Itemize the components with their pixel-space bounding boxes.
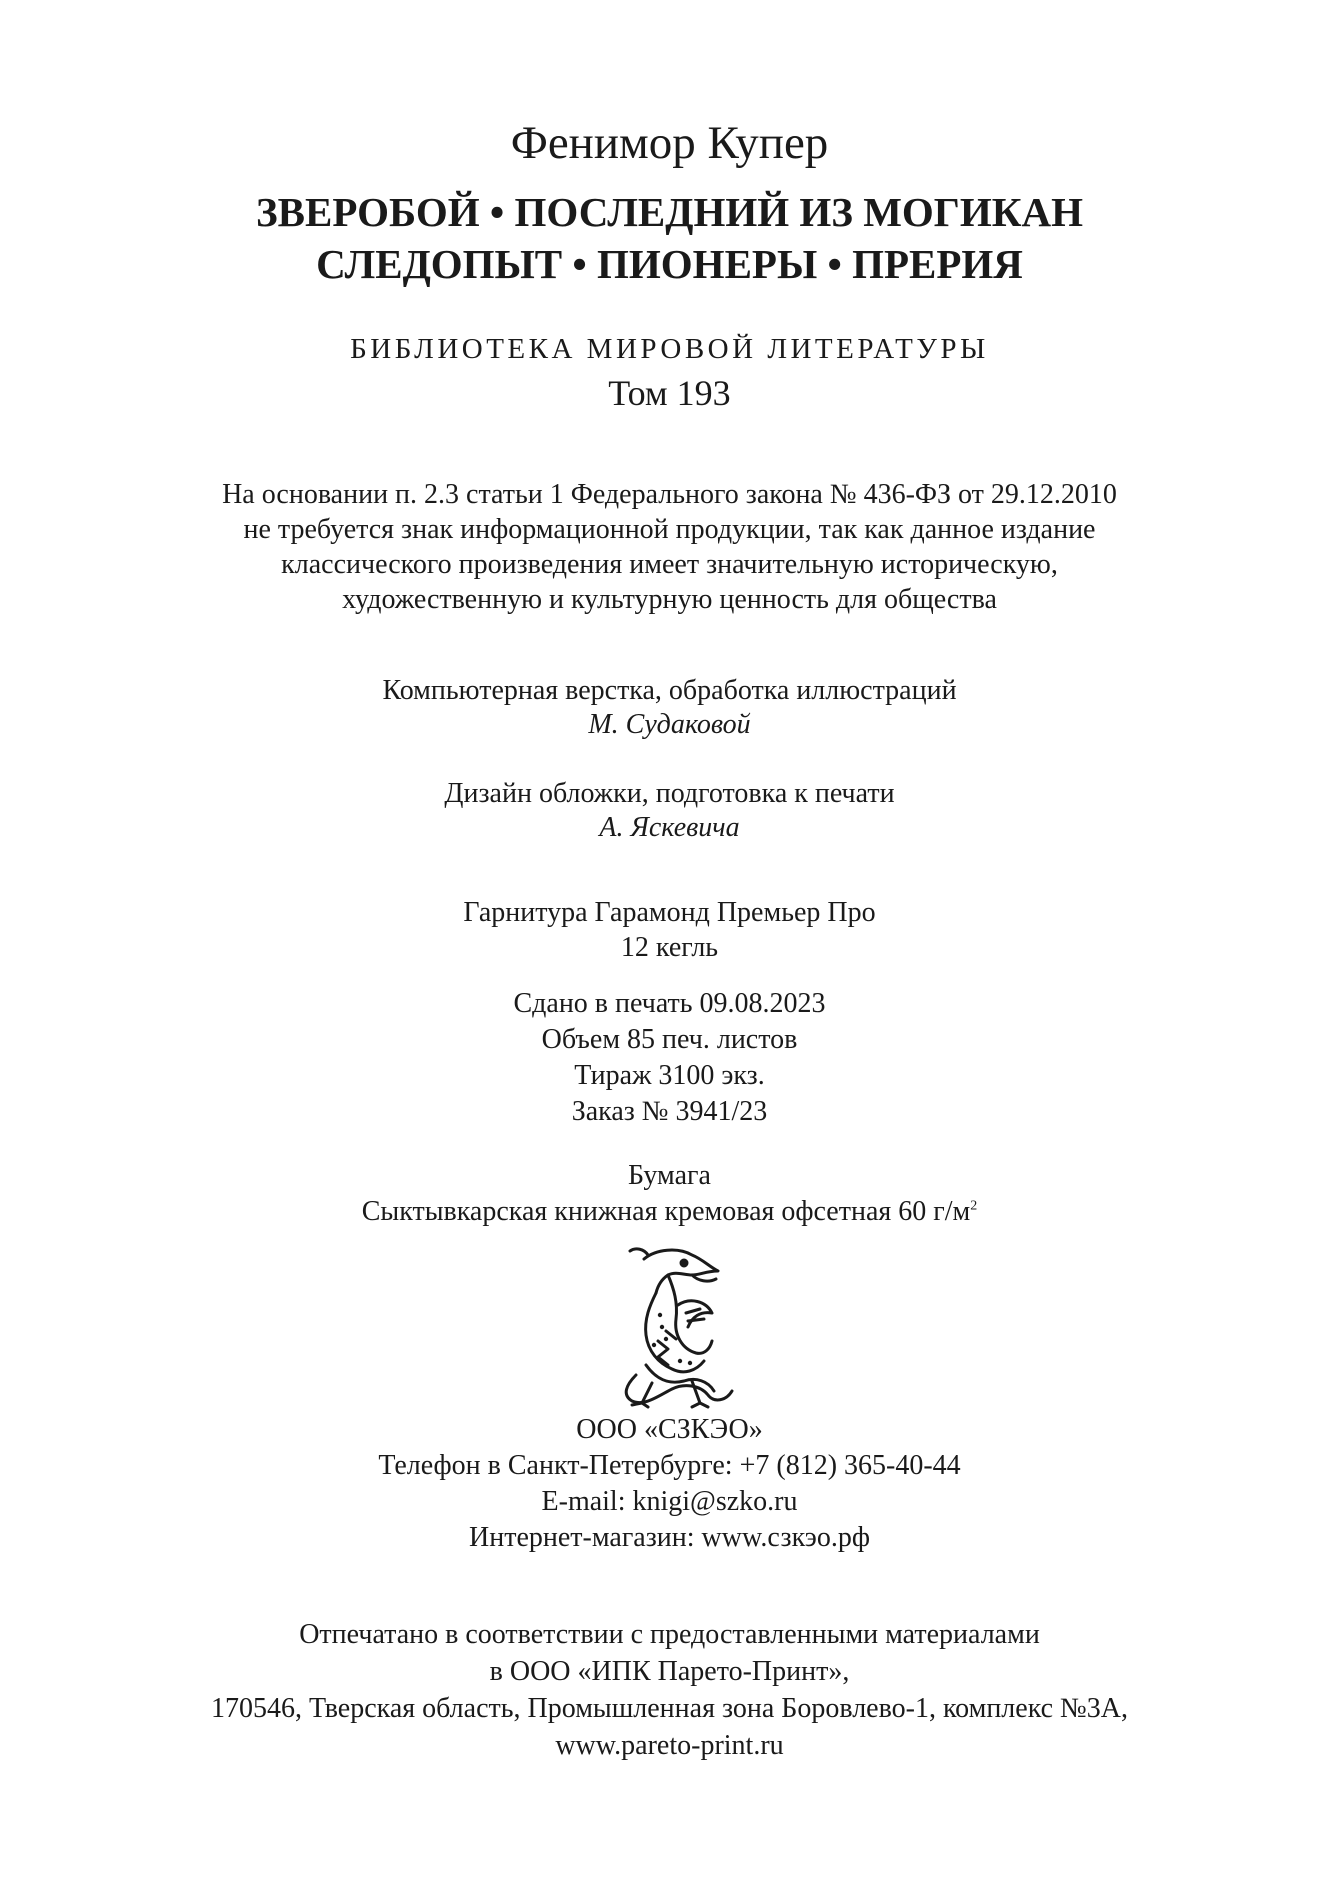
credit-name: А. Яскевича [599, 812, 740, 843]
printer-line: Отпечатано в соответствии с предоставленными материалами [299, 1619, 1040, 1650]
notice-line: не требуется знак информационной продукции, так как данное издание [243, 514, 1096, 545]
printer-info [0, 1616, 1339, 1764]
credit-role: Компьютерная верстка, обработка иллюстраций [382, 675, 957, 706]
paper-label: Бумага [628, 1160, 711, 1191]
print-info [0, 986, 1339, 1130]
series-line: БИБЛИОТЕКА МИРОВОЙ ЛИТЕРАТУРЫ [350, 333, 989, 365]
book-titles [0, 186, 1339, 290]
design-credit [0, 777, 1339, 845]
print-info-line: Тираж 3100 экз. [574, 1060, 765, 1091]
title-line: СЛЕДОПЫТ • ПИОНЕРЫ • ПРЕРИЯ [316, 241, 1023, 287]
publisher-name: ООО «СЗКЭО» [576, 1414, 763, 1445]
publisher-info [0, 1412, 1339, 1556]
author-name [0, 115, 1339, 171]
paper-description [0, 1194, 1339, 1230]
printer-line: www.pareto-print.ru [555, 1730, 784, 1761]
notice-line: На основании п. 2.3 статьи 1 Федерального закона № 436-ФЗ от 29.12.2010 [222, 479, 1117, 510]
legal-notice [0, 477, 1339, 617]
credit-name: М. Судаковой [588, 709, 751, 740]
paper-description-text: Сыктывкарская книжная кремовая офсетная 60 г/м [361, 1196, 971, 1227]
paper-unit-superscript: 2 [970, 1198, 978, 1214]
publisher-email: E-mail: knigi@szko.ru [541, 1486, 798, 1517]
typeface-info [0, 895, 1339, 965]
publisher-phone: Телефон в Санкт-Петербурге: +7 (812) 365-40-44 [378, 1450, 961, 1481]
printer-line: 170546, Тверская область, Промышленная зона Боровлево-1, комплекс №3А, [211, 1693, 1128, 1724]
author-line: Фенимор Купер [510, 117, 829, 169]
print-info-line: Заказ № 3941/23 [571, 1096, 768, 1127]
typeface-line: Гарнитура Гарамонд Премьер Про [463, 897, 876, 928]
typeface-line: 12 кегль [620, 932, 719, 963]
print-info-line: Объем 85 печ. листов [541, 1024, 798, 1055]
publisher-store: Интернет-магазин: www.сзкэо.рф [469, 1522, 870, 1553]
notice-line: художественную и культурную ценность для общества [342, 584, 997, 615]
printer-line: в ООО «ИПК Парето-Принт», [489, 1656, 850, 1687]
paper-info [0, 1158, 1339, 1230]
notice-line: классического произведения имеет значительную историческую, [281, 549, 1058, 580]
print-info-line: Сдано в печать 09.08.2023 [513, 988, 826, 1019]
layout-credit [0, 674, 1339, 742]
volume-number [0, 371, 1339, 415]
series-name [0, 331, 1339, 367]
dragon-emblem-icon [596, 1245, 742, 1410]
volume-line: Том 193 [608, 373, 731, 413]
credit-role: Дизайн обложки, подготовка к печати [444, 778, 895, 809]
title-line: ЗВЕРОБОЙ • ПОСЛЕДНИЙ ИЗ МОГИКАН [256, 189, 1083, 235]
